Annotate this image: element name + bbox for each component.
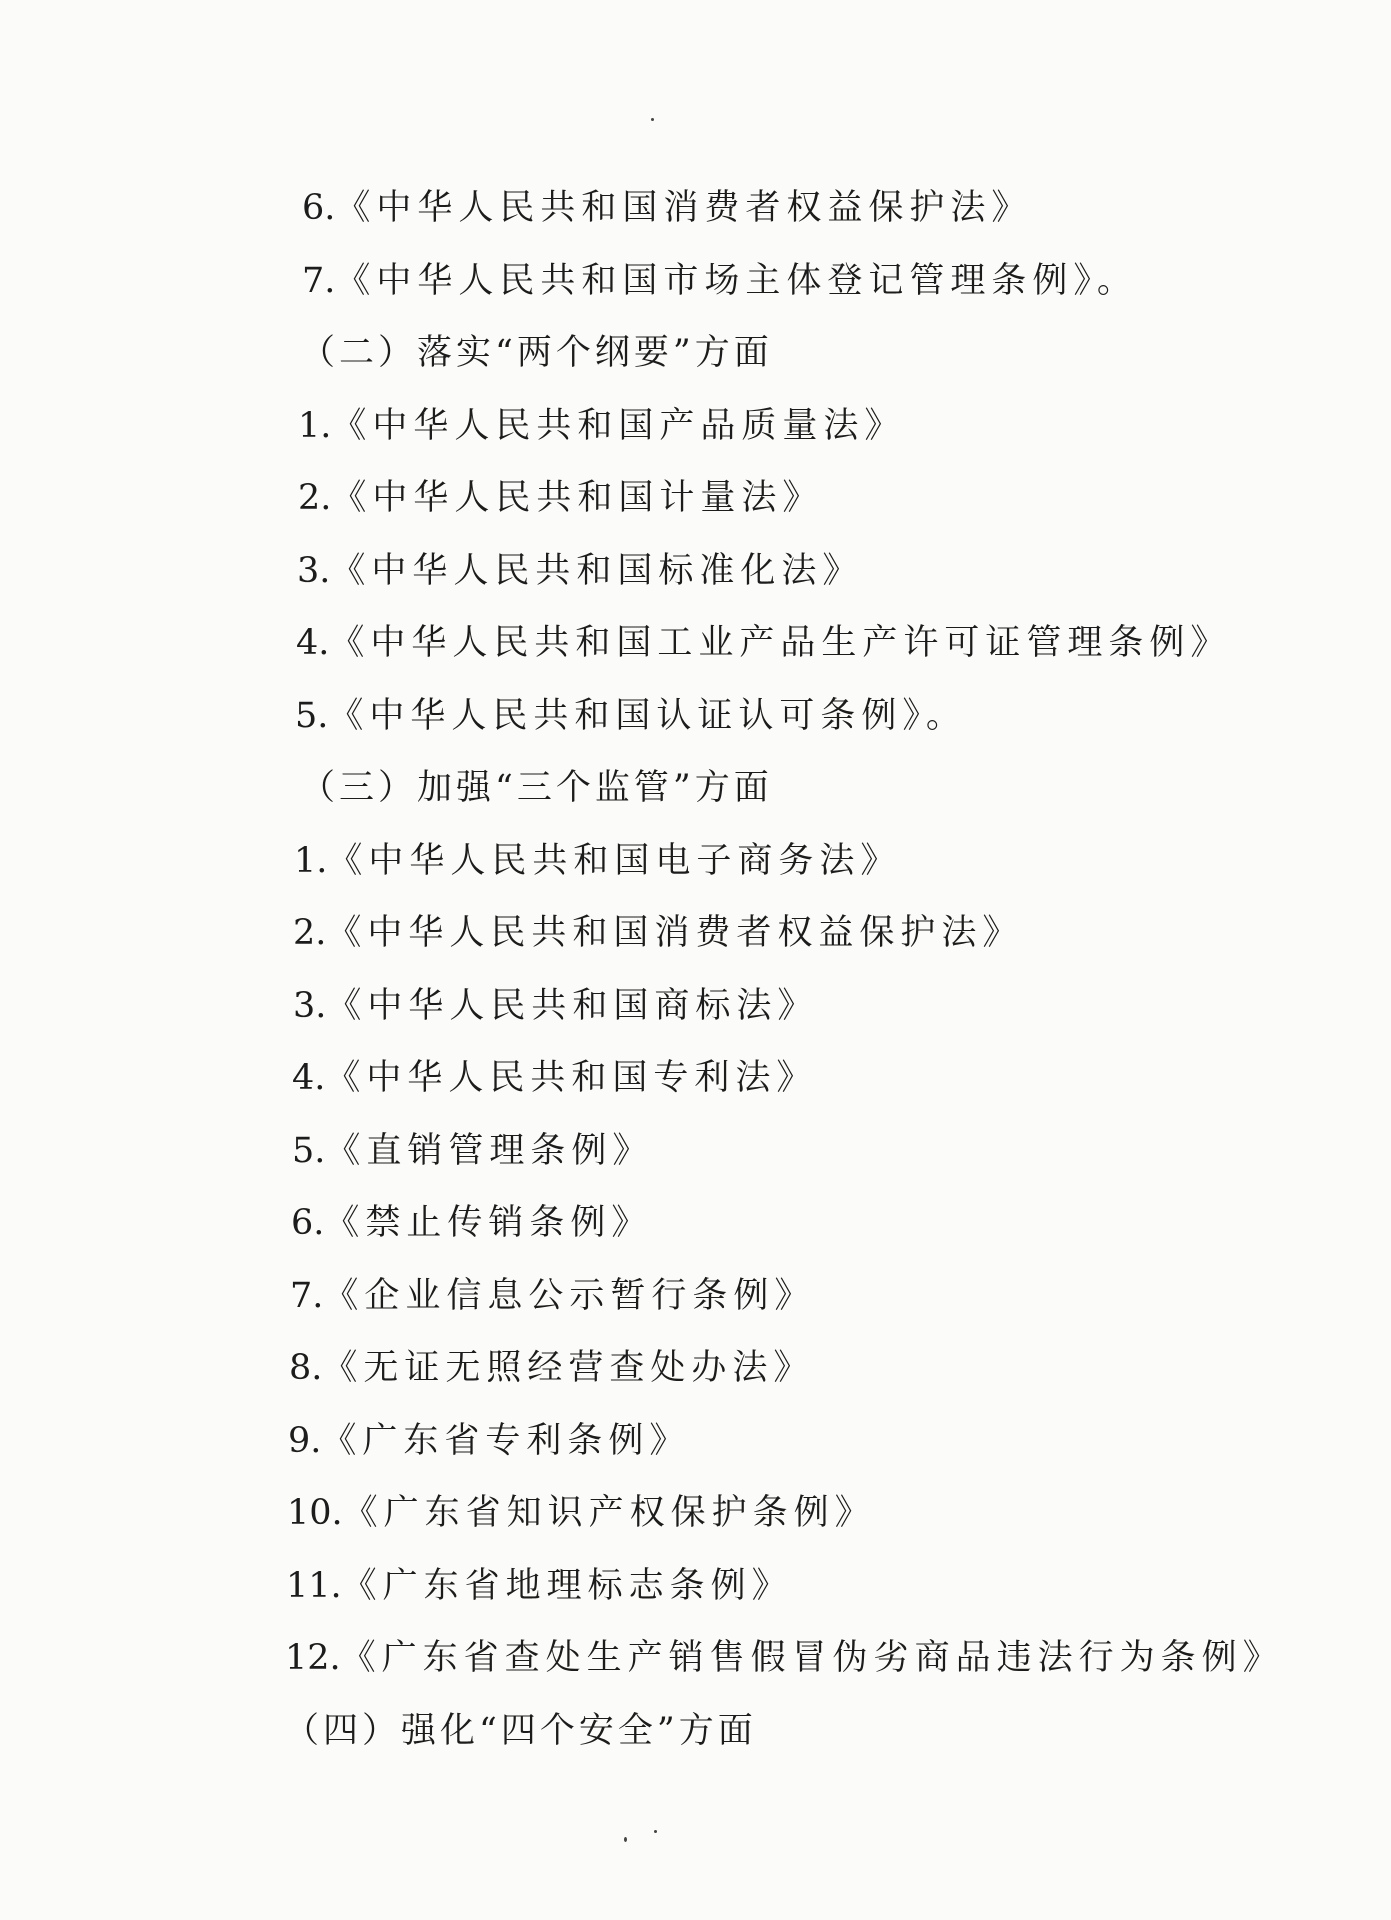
item-number: 3.: [297, 550, 331, 591]
list-item: [0, 462, 1391, 535]
item-text: 《中华人民共和国产品质量法》: [331, 405, 906, 446]
item-number: 3.: [293, 985, 327, 1026]
item-text: 《中华人民共和国标准化法》: [330, 550, 864, 591]
section-heading: （四）强化“四个安全”方面: [284, 1710, 757, 1751]
section-heading: （二）落实“两个纲要”方面: [300, 333, 773, 373]
list-item: [0, 1477, 1391, 1550]
item-text: 《中华人民共和国电子商务法》: [327, 840, 902, 881]
list-item: [0, 245, 1391, 318]
item-text: 《中华人民共和国消费者权益保护法》: [335, 188, 1033, 228]
list-item: [0, 607, 1391, 680]
item-number: 8.: [289, 1348, 323, 1388]
section-heading: （三）加强“三个监管”方面: [300, 768, 773, 808]
list-item: [0, 535, 1391, 608]
item-number: 2.: [293, 913, 327, 953]
list-item: [0, 172, 1391, 245]
item-text: 《直销管理条例》: [325, 1130, 654, 1171]
item-number: 6.: [291, 1203, 325, 1243]
item-text: 《禁止传销条例》: [324, 1203, 653, 1243]
list-item: [0, 970, 1391, 1043]
item-number: 5.: [295, 695, 329, 736]
item-number: 9.: [288, 1420, 322, 1461]
list-item: [0, 1115, 1391, 1188]
item-number: 2.: [298, 478, 332, 518]
item-number: 4.: [296, 623, 330, 663]
item-text: 《中华人民共和国市场主体登记管理条例》。: [335, 260, 1138, 301]
list-item: [0, 1260, 1391, 1333]
list-item: [0, 1042, 1391, 1115]
document-body: [0, 172, 1391, 1767]
item-number: 7.: [302, 260, 336, 301]
scan-speck: [654, 1830, 657, 1833]
list-item: [0, 1332, 1391, 1405]
item-text: 《中华人民共和国专利法》: [325, 1058, 818, 1098]
item-number: 7.: [290, 1275, 324, 1316]
item-text: 《广东省地理标志条例》: [341, 1565, 793, 1606]
item-text: 《中华人民共和国商标法》: [326, 985, 819, 1026]
list-item: [0, 390, 1391, 463]
list-item: [0, 1405, 1391, 1478]
item-number: 12.: [285, 1638, 341, 1678]
item-text: 《中华人民共和国消费者权益保护法》: [326, 913, 1024, 953]
list-item: [0, 897, 1391, 970]
item-number: 11.: [286, 1565, 342, 1606]
item-number: 5.: [292, 1130, 326, 1171]
list-item: [0, 825, 1391, 898]
item-number: 6.: [302, 188, 336, 228]
item-text: 《中华人民共和国认证认可条例》。: [328, 695, 967, 736]
item-text: 《企业信息公示暂行条例》: [323, 1275, 816, 1316]
item-number: 1.: [298, 405, 332, 446]
scan-speck: [624, 1837, 627, 1842]
list-item: [0, 1622, 1391, 1695]
item-text: 《中华人民共和国工业产品生产许可证管理条例》: [329, 623, 1232, 663]
item-number: 10.: [287, 1493, 343, 1533]
item-text: 《中华人民共和国计量法》: [331, 478, 824, 518]
item-number: 4.: [292, 1058, 326, 1098]
scan-speck: [651, 118, 654, 121]
item-text: 《广东省知识产权保护条例》: [342, 1493, 876, 1533]
list-item: [0, 1550, 1391, 1623]
item-text: 《广东省专利条例》: [321, 1420, 691, 1461]
list-item: [0, 1187, 1391, 1260]
list-item: [0, 680, 1391, 753]
item-text: 《无证无照经营查处办法》: [322, 1348, 815, 1388]
item-number: 1.: [294, 840, 328, 881]
item-text: 《广东省查处生产销售假冒伪劣商品违法行为条例》: [340, 1638, 1284, 1678]
